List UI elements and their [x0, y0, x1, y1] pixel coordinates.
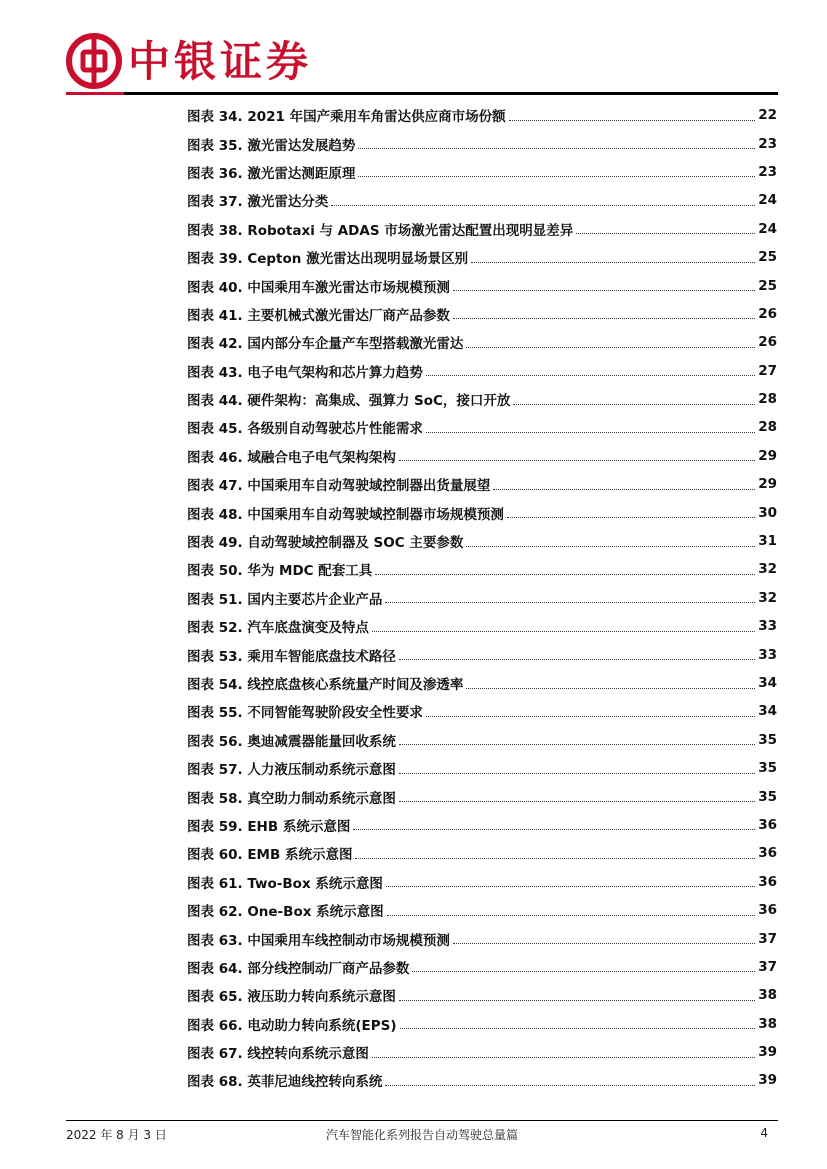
- toc-entry-page: 25: [758, 277, 777, 294]
- toc-entry[interactable]: [187, 129, 777, 157]
- toc-dot-leader: [399, 759, 755, 774]
- toc-entry-page: 39: [758, 1044, 777, 1061]
- toc-dot-leader: [372, 617, 755, 632]
- toc-dot-leader: [466, 532, 755, 547]
- toc-entry[interactable]: [187, 357, 777, 385]
- toc-entry[interactable]: [187, 413, 777, 441]
- toc-dot-leader: [453, 276, 755, 291]
- toc-dot-leader: [399, 730, 755, 745]
- toc-entry[interactable]: [187, 101, 777, 129]
- toc-entry[interactable]: [187, 1010, 777, 1038]
- toc-dot-leader: [399, 787, 755, 802]
- toc-entry-label: 图表 53. 乘用车智能底盘技术路径: [187, 648, 396, 665]
- toc-entry-page: 37: [758, 958, 777, 975]
- toc-entry-label: 图表 65. 液压助力转向系统示意图: [187, 989, 396, 1006]
- toc-entry[interactable]: [187, 868, 777, 896]
- toc-entry-page: 35: [758, 731, 777, 748]
- toc-entry[interactable]: [187, 498, 777, 526]
- footer-rule: [66, 1120, 778, 1121]
- toc-entry[interactable]: [187, 754, 777, 782]
- toc-dot-leader: [399, 446, 755, 461]
- toc-entry-page: 32: [758, 589, 777, 606]
- toc-entry-label: 图表 44. 硬件架构：高集成、强算力 SoC，接口开放: [187, 393, 511, 410]
- toc-entry[interactable]: [187, 782, 777, 810]
- footer-date: 2022 年 8 月 3 日: [66, 1128, 167, 1142]
- toc-entry-page: 22: [758, 107, 777, 124]
- toc-entry-page: 38: [758, 1015, 777, 1032]
- toc-dot-leader: [507, 503, 755, 518]
- toc-entry-page: 36: [758, 845, 777, 862]
- toc-entry-label: 图表 37. 激光雷达分类: [187, 194, 329, 211]
- toc-entry-page: 36: [758, 873, 777, 890]
- toc-entry-page: 24: [758, 220, 777, 237]
- toc-entry[interactable]: [187, 726, 777, 754]
- toc-entry-label: 图表 61. Two-Box 系统示意图: [187, 875, 383, 892]
- toc-entry-label: 图表 36. 激光雷达测距原理: [187, 165, 356, 182]
- toc-entry-label: 图表 67. 线控转向系统示意图: [187, 1046, 369, 1063]
- toc-entry-label: 图表 57. 人力液压制动系统示意图: [187, 762, 396, 779]
- toc-dot-leader: [509, 106, 756, 121]
- page-header: [0, 0, 827, 100]
- toc-dot-leader: [399, 645, 755, 660]
- toc-entry[interactable]: [187, 697, 777, 725]
- toc-dot-leader: [372, 1043, 755, 1058]
- toc-dot-leader: [471, 248, 755, 263]
- toc-entry-label: 图表 39. Cepton 激光雷达出现明显场景区别: [187, 251, 469, 268]
- toc-entry-label: 图表 35. 激光雷达发展趋势: [187, 137, 356, 154]
- toc-entry-label: 图表 55. 不同智能驾驶阶段安全性要求: [187, 705, 423, 722]
- toc-entry-page: 38: [758, 987, 777, 1004]
- toc-dot-leader: [331, 191, 755, 206]
- toc-dot-leader: [426, 361, 755, 376]
- toc-entry-page: 31: [758, 533, 777, 550]
- toc-entry-page: 23: [758, 163, 777, 180]
- bank-of-china-logo-icon: [66, 33, 122, 89]
- toc-entry-page: 33: [758, 618, 777, 635]
- toc-entry-label: 图表 45. 各级别自动驾驶芯片性能需求: [187, 421, 423, 438]
- toc-dot-leader: [576, 219, 755, 234]
- toc-dot-leader: [466, 333, 755, 348]
- toc-entry-label: 图表 64. 部分线控制动厂商产品参数: [187, 960, 410, 977]
- toc-entry[interactable]: [187, 328, 777, 356]
- toc-entry[interactable]: [187, 470, 777, 498]
- toc-dot-leader: [426, 702, 755, 717]
- toc-entry-label: 图表 66. 电动助力转向系统(EPS): [187, 1017, 397, 1034]
- toc-dot-leader: [466, 674, 755, 689]
- toc-entry-label: 图表 51. 国内主要芯片企业产品: [187, 591, 383, 608]
- toc-dot-leader: [355, 844, 755, 859]
- toc-dot-leader: [493, 475, 755, 490]
- toc-entry-page: 34: [758, 675, 777, 691]
- toc-entry-label: 图表 68. 英菲尼迪线控转向系统: [187, 1074, 383, 1091]
- toc-dot-leader: [400, 1014, 756, 1029]
- toc-entry[interactable]: [187, 527, 777, 555]
- toc-entry[interactable]: [187, 981, 777, 1009]
- toc-entry-page: 27: [758, 362, 777, 379]
- toc-entry-label: 图表 34. 2021 年国产乘用车角雷达供应商市场份额: [187, 109, 506, 126]
- toc-entry-page: 23: [758, 135, 777, 152]
- toc-entry[interactable]: [187, 215, 777, 243]
- toc-entry-page: 33: [758, 646, 777, 663]
- toc-entry-page: 24: [758, 192, 777, 209]
- toc-entry-label: 图表 63. 中国乘用车线控制动市场规模预测: [187, 932, 450, 949]
- toc-entry[interactable]: [187, 953, 777, 981]
- toc-entry[interactable]: [187, 442, 777, 470]
- toc-entry[interactable]: [187, 612, 777, 640]
- toc-entry-page: 26: [758, 305, 777, 322]
- toc-entry[interactable]: [187, 158, 777, 186]
- toc-entry[interactable]: [187, 385, 777, 413]
- toc-entry-page: 29: [758, 447, 777, 464]
- toc-entry[interactable]: [187, 811, 777, 839]
- toc-entry-label: 图表 48. 中国乘用车自动驾驶域控制器市场规模预测: [187, 506, 504, 523]
- footer-report-title: 汽车智能化系列报告自动驾驶总量篇: [325, 1128, 518, 1142]
- toc-entry-page: 36: [758, 816, 777, 833]
- header-rule-accent: [66, 92, 124, 95]
- toc-dot-leader: [387, 901, 756, 916]
- toc-entry[interactable]: [187, 271, 777, 299]
- toc-entry-label: 图表 47. 中国乘用车自动驾驶域控制器出货量展望: [187, 478, 491, 495]
- toc-dot-leader: [385, 588, 755, 603]
- toc-entry-label: 图表 56. 奥迪减震器能量回收系统: [187, 733, 396, 750]
- toc-dot-leader: [412, 957, 755, 972]
- toc-dot-leader: [453, 304, 755, 319]
- toc-entry[interactable]: [187, 1038, 777, 1066]
- toc-entry-label: 图表 60. EMB 系统示意图: [187, 847, 353, 864]
- toc-entry-page: 29: [758, 476, 777, 493]
- toc-entry-label: 图表 49. 自动驾驶域控制器及 SOC 主要参数: [187, 535, 464, 552]
- page-footer: [66, 1126, 778, 1146]
- toc-dot-leader: [353, 815, 755, 830]
- toc-entry-label: 图表 41. 主要机械式激光雷达厂商产品参数: [187, 307, 450, 324]
- toc-entry-page: 26: [758, 334, 777, 351]
- toc-dot-leader: [385, 1071, 755, 1086]
- toc-entry-label: 图表 43. 电子电气架构和芯片算力趋势: [187, 364, 423, 381]
- toc-entry[interactable]: [187, 924, 777, 952]
- footer-page-number: 4: [760, 1126, 768, 1140]
- toc-entry-page: 30: [758, 504, 777, 521]
- toc-entry[interactable]: [187, 584, 777, 612]
- toc-entry-label: 图表 62. One-Box 系统示意图: [187, 904, 384, 921]
- toc-entry-page: 36: [758, 902, 777, 919]
- toc-entry-page: 39: [758, 1072, 777, 1089]
- toc-dot-leader: [386, 872, 755, 887]
- toc-entry[interactable]: [187, 640, 777, 668]
- toc-dot-leader: [426, 418, 755, 433]
- toc-entry-page: 32: [758, 561, 777, 578]
- toc-entry-label: 图表 58. 真空助力制动系统示意图: [187, 790, 396, 807]
- toc-entry[interactable]: [187, 555, 777, 583]
- toc-entry-page: 28: [758, 391, 777, 408]
- toc-entry-label: 图表 52. 汽车底盘演变及特点: [187, 620, 369, 637]
- toc-entry-label: 图表 42. 国内部分车企量产车型搭载激光雷达: [187, 336, 464, 353]
- toc-dot-leader: [453, 929, 755, 944]
- toc-entry-page: 35: [758, 788, 777, 805]
- toc-dot-leader: [375, 560, 755, 575]
- toc-dot-leader: [358, 134, 755, 149]
- toc-entry[interactable]: [187, 243, 777, 271]
- toc-entry-page: 28: [758, 419, 777, 436]
- header-rule: [66, 92, 778, 95]
- toc-entry[interactable]: [187, 839, 777, 867]
- toc-dot-leader: [513, 390, 755, 405]
- toc-entry[interactable]: [187, 896, 777, 924]
- toc-entry[interactable]: [187, 186, 777, 214]
- toc-entry[interactable]: [187, 669, 777, 697]
- toc-entry-label: 图表 59. EHB 系统示意图: [187, 818, 351, 835]
- toc-dot-leader: [358, 162, 755, 177]
- toc-entry-label: 图表 46. 域融合电子电气架构架构: [187, 449, 396, 466]
- toc-entry-label: 图表 38. Robotaxi 与 ADAS 市场激光雷达配置出现明显差异: [187, 222, 574, 239]
- toc-entry[interactable]: [187, 300, 777, 328]
- toc-entry-label: 图表 50. 华为 MDC 配套工具: [187, 563, 373, 580]
- brand-name: 中银证券: [128, 37, 313, 86]
- toc-entry-page: 34: [758, 703, 777, 720]
- toc-entry-page: 37: [758, 930, 777, 947]
- toc-dot-leader: [399, 986, 755, 1001]
- toc-entry-label: 图表 40. 中国乘用车激光雷达市场规模预测: [187, 279, 450, 296]
- toc-entry[interactable]: [187, 1066, 777, 1094]
- figure-list: [187, 101, 777, 1095]
- toc-entry-page: 25: [758, 249, 777, 266]
- toc-entry-label: 图表 54. 线控底盘核心系统量产时间及渗透率: [187, 677, 464, 693]
- toc-entry-page: 35: [758, 760, 777, 777]
